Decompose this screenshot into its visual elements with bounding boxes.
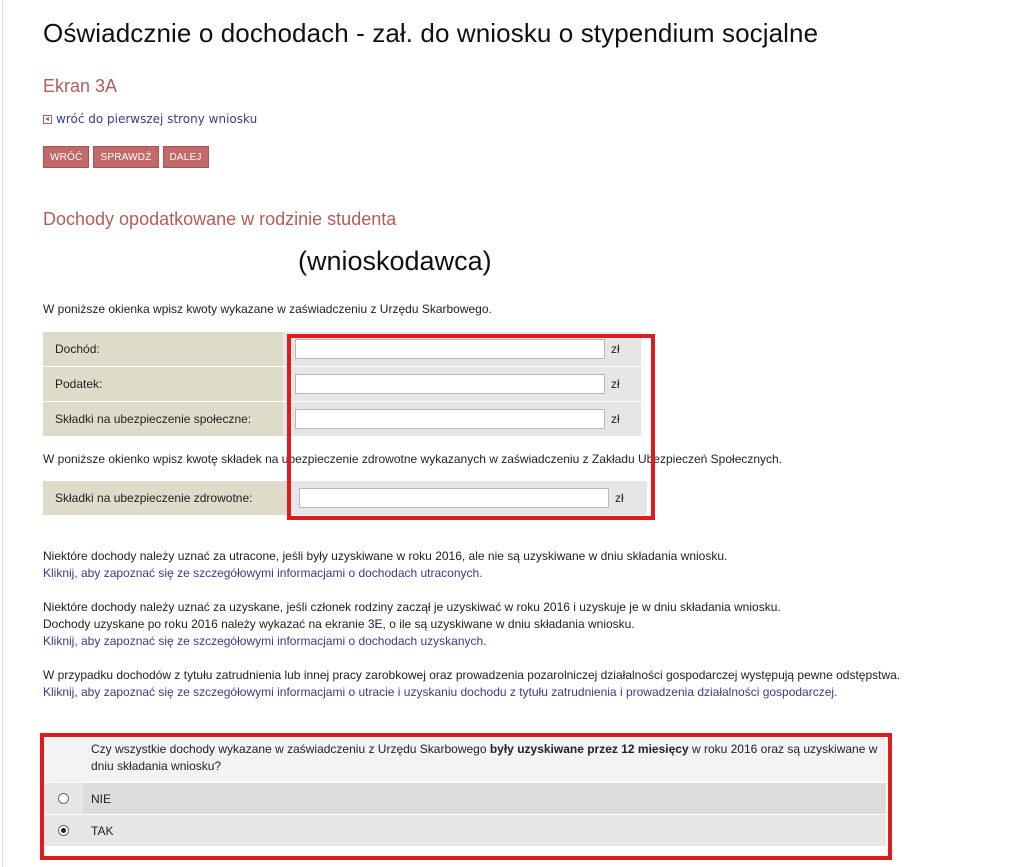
option-row-yes[interactable] bbox=[43, 814, 886, 846]
gained-income-text: Niektóre dochody należy uznać za uzyskane, jeśli członek rodziny zaczął je uzyskiwać w roku 2016 i uzyskuje je w dniu składania wniosku. bbox=[43, 600, 781, 614]
currency-unit: zł bbox=[611, 377, 620, 391]
gained-income-info bbox=[43, 599, 973, 650]
question-emphasis: były uzyskiwane przez 12 miesięcy bbox=[489, 742, 689, 756]
social-insurance-row bbox=[43, 402, 641, 437]
income-label: Dochód: bbox=[43, 332, 283, 366]
navigation-buttons bbox=[43, 146, 209, 168]
currency-unit: zł bbox=[611, 412, 620, 426]
gained-income-text-2: Dochody uzyskane po roku 2016 należy wykazać na ekranie 3E, o ile są uzyskiwane w dniu składania wniosku. bbox=[43, 617, 635, 631]
social-insurance-label: Składki na ubezpieczenie społeczne: bbox=[43, 402, 283, 436]
next-button[interactable]: DALEJ bbox=[163, 146, 209, 168]
page-title: Oświadcznie o dochodach - zał. do wniosku o stypendium socjalne bbox=[43, 18, 819, 48]
back-arrow-icon bbox=[43, 115, 52, 124]
employment-link[interactable]: Kliknij, aby zapoznać się ze szczegółowymi informacjami o utracie i uzyskaniu dochodu z tytułu zatrudnienia i prowadzenia działalności gospodarczej. bbox=[43, 685, 838, 699]
screen-label: Ekran 3A bbox=[43, 76, 118, 96]
tax-amounts-form bbox=[43, 332, 641, 437]
income-row bbox=[43, 332, 641, 367]
tax-row bbox=[43, 367, 641, 402]
option-no-label: NIE bbox=[83, 783, 886, 814]
health-insurance-row bbox=[43, 481, 647, 516]
back-to-first-page-link[interactable] bbox=[43, 112, 257, 126]
currency-unit: zł bbox=[611, 342, 620, 356]
page-left-border bbox=[2, 0, 3, 867]
role-heading: (wnioskodawca) bbox=[298, 246, 492, 276]
option-row-no[interactable] bbox=[43, 782, 886, 814]
radio-yes[interactable] bbox=[58, 825, 69, 836]
lost-income-text: Niektóre dochody należy uznać za utracone, jeśli były uzyskiwane w roku 2016, ale nie są uzyskiwane w dniu składania wniosku. bbox=[43, 549, 728, 563]
health-insurance-input[interactable] bbox=[299, 488, 609, 508]
check-button[interactable]: SPRAWDŹ bbox=[93, 146, 158, 168]
employment-info bbox=[43, 667, 973, 701]
tax-input[interactable] bbox=[295, 374, 605, 394]
option-yes-label: TAK bbox=[83, 815, 886, 846]
income-duration-question bbox=[43, 738, 886, 846]
gained-income-link[interactable]: Kliknij, aby zapoznać się ze szczegółowymi informacjami o dochodach uzyskanych. bbox=[43, 634, 487, 648]
health-insurance-form bbox=[43, 481, 647, 516]
health-insurance-label: Składki na ubezpieczenie zdrowotne: bbox=[43, 481, 287, 515]
question-text: Czy wszystkie dochody wykazane w zaświadczeniu z Urzędu Skarbowego były uzyskiwane przez 12 miesięcy w roku 2016 oraz są uzyskiwane w dniu składania wniosku? bbox=[83, 738, 886, 782]
income-input[interactable] bbox=[295, 339, 605, 359]
lost-income-info bbox=[43, 548, 973, 582]
lost-income-link[interactable]: Kliknij, aby zapoznać się ze szczegółowymi informacjami o dochodach utraconych. bbox=[43, 566, 483, 580]
radio-no[interactable] bbox=[58, 793, 69, 804]
section-title: Dochody opodatkowane w rodzinie studenta bbox=[43, 209, 397, 229]
tax-instruction: W poniższe okienka wpisz kwoty wykazane w zaświadczeniu z Urzędu Skarbowego. bbox=[43, 302, 492, 316]
tax-label: Podatek: bbox=[43, 367, 283, 401]
health-instruction: W poniższe okienko wpisz kwotę składek na ubezpieczenie zdrowotne wykazanych w zaświadczeniu z Zakładu Ubezpieczeń Społecznych. bbox=[43, 452, 783, 466]
back-link-label: wróć do pierwszej strony wniosku bbox=[56, 112, 258, 126]
currency-unit: zł bbox=[615, 491, 624, 505]
back-button[interactable]: WRÓĆ bbox=[43, 146, 89, 168]
social-insurance-input[interactable] bbox=[295, 409, 605, 429]
employment-text: W przypadku dochodów z tytułu zatrudnienia lub innej pracy zarobkowej oraz prowadzenia pozarolniczej działalności gospodarczej występują pewne odstępstwa. bbox=[43, 668, 901, 682]
